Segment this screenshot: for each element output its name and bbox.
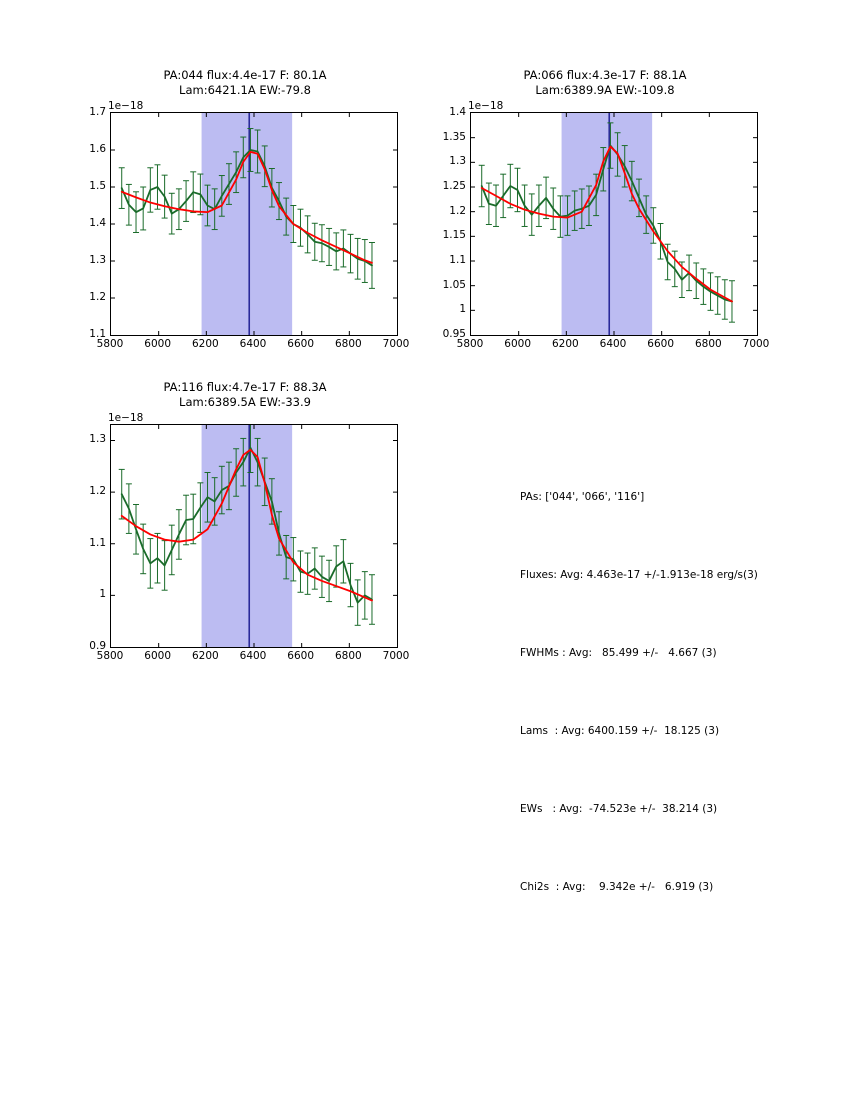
panel-title-line2: Lam:6389.5A EW:-33.9 <box>179 395 311 409</box>
panel-title-line2: Lam:6421.1A EW:-79.8 <box>179 83 311 97</box>
x-tick-label: 6800 <box>334 338 362 350</box>
plot-area-pa-066 <box>470 112 758 336</box>
y-tick-label: 1.25 <box>442 180 466 192</box>
y-tick-label: 1.5 <box>89 180 106 192</box>
summary-line-ews: EWs : Avg: -74.523e +/- 38.214 (3) <box>520 803 718 815</box>
y-tick-label: 1.7 <box>89 106 106 118</box>
x-tick-label: 7000 <box>382 338 410 350</box>
summary-stats-block <box>520 432 758 952</box>
y-tick-label: 1.3 <box>449 155 466 168</box>
chart-svg-pa-044 <box>111 113 397 335</box>
x-tick-label: 6800 <box>334 650 362 662</box>
panel-title-line1: PA:066 flux:4.3e-17 F: 88.1A <box>523 68 687 82</box>
y-tick-label: 1.2 <box>449 204 466 217</box>
summary-line-lams: Lams : Avg: 6400.159 +/- 18.125 (3) <box>520 725 720 737</box>
x-tick-label: 6000 <box>144 650 172 662</box>
x-tick-label: 6200 <box>191 338 219 350</box>
summary-line-pas: PAs: ['044', '066', '116'] <box>520 491 645 503</box>
x-tick-label: 6400 <box>239 650 267 662</box>
y-tick-label: 1.4 <box>89 217 106 229</box>
plot-area-pa-044 <box>110 112 398 336</box>
x-tick-label: 5800 <box>456 338 484 350</box>
y-axis-exponent-label: 1e−18 <box>108 412 144 424</box>
x-tick-label: 5800 <box>96 338 124 350</box>
y-tick-label: 1.3 <box>89 254 106 266</box>
chart-svg-pa-116 <box>111 425 397 647</box>
y-tick-label: 1.1 <box>449 254 466 266</box>
summary-line-chi2s: Chi2s : Avg: 9.342e +/- 6.919 (3) <box>520 881 714 893</box>
summary-line-fwhms: FWHMs : Avg: 85.499 +/- 4.667 (3) <box>520 647 717 659</box>
x-tick-label: 6400 <box>599 338 627 350</box>
x-tick-label: 6600 <box>287 338 315 350</box>
x-tick-label: 6400 <box>239 338 267 350</box>
panel-title-line1: PA:116 flux:4.7e-17 F: 88.3A <box>163 380 327 394</box>
y-tick-label: 0.95 <box>442 328 466 340</box>
panel-pa-044 <box>80 68 410 378</box>
panel-pa-066 <box>440 68 770 378</box>
y-axis-exponent-label: 1e−18 <box>468 100 504 112</box>
panel-pa-116 <box>80 380 410 690</box>
x-tick-label: 6000 <box>144 338 172 350</box>
panel-title-line2: Lam:6389.9A EW:-109.8 <box>535 83 675 97</box>
y-tick-label: 1.15 <box>442 229 466 242</box>
y-tick-label: 1.1 <box>89 328 106 340</box>
chart-svg-pa-066 <box>471 113 757 335</box>
plot-area-pa-116 <box>110 424 398 648</box>
x-tick-label: 6600 <box>287 650 315 662</box>
y-tick-label: 1.35 <box>442 130 466 143</box>
y-tick-label: 1.4 <box>449 106 466 118</box>
y-axis-exponent-label: 1e−18 <box>108 100 144 112</box>
y-tick-label: 1.05 <box>442 278 466 291</box>
x-tick-label: 5800 <box>96 650 124 662</box>
x-tick-label: 7000 <box>742 338 770 350</box>
panel-title-line1: PA:044 flux:4.4e-17 F: 80.1A <box>163 68 327 82</box>
x-tick-label: 7000 <box>382 650 410 662</box>
x-tick-label: 6200 <box>191 650 219 662</box>
x-tick-label: 6200 <box>551 338 579 350</box>
x-tick-label: 6800 <box>694 338 722 350</box>
y-tick-label: 1.1 <box>89 536 106 549</box>
summary-line-fluxes: Fluxes: Avg: 4.463e-17 +/-1.913e-18 erg/s(3) <box>520 569 758 581</box>
y-tick-label: 1.2 <box>89 485 106 498</box>
y-tick-label: 1.3 <box>89 433 106 446</box>
x-tick-label: 6600 <box>647 338 675 350</box>
y-tick-label: 1 <box>99 588 106 601</box>
y-tick-label: 1.6 <box>89 143 106 155</box>
x-tick-label: 6000 <box>504 338 532 350</box>
y-tick-label: 1 <box>459 303 466 316</box>
y-tick-label: 1.2 <box>89 291 106 303</box>
y-tick-label: 0.9 <box>89 640 106 652</box>
